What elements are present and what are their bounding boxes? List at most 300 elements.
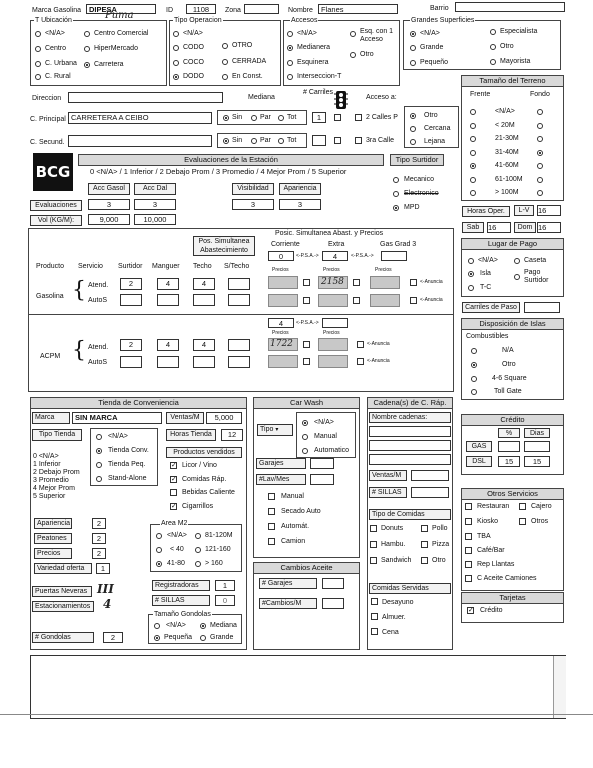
- cadenas-nombre-3[interactable]: [369, 454, 451, 465]
- tienda-marca-field[interactable]: SIN MARCA: [72, 412, 162, 424]
- tienda-peatones-field[interactable]: 2: [92, 533, 106, 544]
- operacion-radio-codo[interactable]: [173, 45, 179, 51]
- ubicacion-radio-hiper[interactable]: [84, 46, 90, 52]
- acpm-precio-2[interactable]: [318, 338, 348, 351]
- otros-label-4: TBA: [477, 533, 491, 540]
- accesos-radio-interseccion[interactable]: [287, 74, 293, 80]
- evaluaciones-button[interactable]: Evaluaciones: [30, 200, 82, 211]
- superficies-opt-esp: Especialista: [500, 28, 538, 35]
- carriles-paso-field[interactable]: [524, 302, 560, 313]
- terreno-frente-radio-2[interactable]: [470, 136, 476, 142]
- area-40-radio[interactable]: [156, 547, 162, 553]
- tipo-tienda-na-radio[interactable]: [96, 434, 102, 440]
- acc-gasol-field[interactable]: 3: [88, 199, 130, 210]
- acceso-label: Acceso a:: [366, 94, 397, 101]
- pago-na-label: <N/A>: [478, 257, 498, 264]
- terreno-option-label-0: <N/A>: [495, 108, 515, 115]
- tienda-sillas-label: # SILLAS: [152, 595, 210, 606]
- accesos-radio-otro[interactable]: [350, 52, 356, 58]
- servidas-check-1[interactable]: [371, 613, 378, 620]
- gas-autos-precio-3[interactable]: [370, 294, 400, 307]
- cadenas-ventas-field[interactable]: [411, 470, 449, 481]
- sab-field[interactable]: 16: [487, 222, 511, 233]
- direccion-label: Direccion: [32, 95, 62, 102]
- operacion-radio-cerrada[interactable]: [222, 59, 228, 65]
- comida-check-4[interactable]: [370, 557, 377, 564]
- acpm-anuncia-label-1: <-Anuncia: [367, 341, 390, 347]
- terreno-option-label-6: > 100M: [495, 189, 519, 196]
- otros-label-7: C Aceite Camiones: [477, 575, 537, 582]
- pago-surtidor-radio[interactable]: [514, 274, 520, 280]
- tienda-scale-5: 5 Superior: [33, 493, 66, 500]
- principal-par-label: Par: [260, 114, 271, 121]
- credito-gas-dias[interactable]: [524, 441, 550, 452]
- secund-par-radio[interactable]: [251, 138, 257, 144]
- gas-autos-precio-1[interactable]: [268, 294, 298, 307]
- col-stecho: S/Techo: [224, 263, 250, 270]
- extra-field[interactable]: 4: [322, 251, 348, 261]
- apariencia-field[interactable]: 3: [279, 199, 321, 210]
- gondolas-na-label: <N/A>: [166, 622, 186, 629]
- dom-field[interactable]: 16: [537, 222, 561, 233]
- ubicacion-radio-centro[interactable]: [35, 46, 41, 52]
- pago-na-radio[interactable]: [468, 258, 474, 264]
- gasolina-manguer-field[interactable]: 4: [157, 278, 179, 290]
- tarjetas-group: [461, 603, 564, 623]
- operacion-radio-const[interactable]: [222, 74, 228, 80]
- col-techo: Techo: [193, 263, 212, 270]
- cadenas-title: Cadena(s) de C. Ráp.: [367, 397, 453, 409]
- carwash-auto-radio[interactable]: [302, 448, 308, 454]
- terreno-option-label-5: 61-100M: [495, 175, 523, 183]
- terreno-fondo-radio-2[interactable]: [537, 136, 543, 142]
- ubicacion-opt-hiper: HiperMercado: [94, 45, 138, 52]
- comments-scrollbar[interactable]: [553, 656, 566, 718]
- producto-label-1: Comidas Ráp.: [182, 475, 227, 483]
- tienda-sillas-field[interactable]: 0: [215, 595, 235, 606]
- barrio-field[interactable]: [455, 2, 565, 12]
- tienda-apariencia-label: Apariencia: [34, 518, 72, 529]
- pago-tc-radio[interactable]: [468, 285, 474, 291]
- ubicacion-radio-carretera[interactable]: [84, 62, 90, 68]
- islas-square-label: 4-6 Square: [492, 375, 527, 382]
- ubicacion-opt-urbana: C. Urbana: [45, 60, 77, 67]
- ubicacion-radio-urbana[interactable]: [35, 61, 41, 67]
- corriente-field[interactable]: 0: [268, 251, 294, 261]
- acpm-autos-label: AutoS: [88, 359, 108, 366]
- acc-gasol-button[interactable]: Acc Gasol: [88, 183, 130, 195]
- principal-sin-radio[interactable]: [223, 115, 229, 121]
- superficies-radio-peq[interactable]: [410, 60, 416, 66]
- registradoras-field[interactable]: 1: [215, 580, 235, 591]
- accesos-opt-otro: Otro: [360, 51, 374, 58]
- horas-tienda-field[interactable]: 12: [221, 429, 243, 441]
- puertas-handwritten: III: [97, 582, 114, 596]
- accesos-title: Accesos: [291, 17, 318, 24]
- comida-label-0: Donuts: [381, 525, 404, 532]
- gasolina-autos-stecho[interactable]: [228, 294, 250, 306]
- cadenas-nombre-label: Nombre cadenas:: [369, 412, 451, 423]
- tienda-scale-1: 1 Inferior: [33, 461, 61, 468]
- traffic-light-icon: [333, 90, 349, 112]
- operacion-opt-otro: OTRO: [232, 42, 253, 49]
- tipo-tienda-label: Tipo Tienda: [32, 429, 82, 441]
- surtidor-title: Tipo Surtidor: [390, 154, 444, 166]
- calles2-label: 2 Calles P: [366, 114, 398, 121]
- acceso-cercana-radio[interactable]: [410, 126, 416, 132]
- carwash-garajes-label: Garajes: [256, 458, 306, 469]
- tipo-tienda-na-label: <N/A>: [108, 433, 128, 440]
- terreno-option-label-3: 31-40M: [495, 148, 519, 156]
- superficies-radio-esp[interactable]: [490, 29, 496, 35]
- islas-square-radio[interactable]: [471, 376, 477, 382]
- tienda-apariencia-field[interactable]: 2: [92, 518, 106, 529]
- apariencia-button[interactable]: Apariencia: [279, 183, 321, 195]
- col-servicio: Servicio: [78, 263, 103, 270]
- otros-check-5[interactable]: [465, 547, 472, 554]
- acpm-psa-field-1[interactable]: 4: [268, 318, 294, 328]
- ubicacion-radio-cc[interactable]: [84, 31, 90, 37]
- area-na-radio[interactable]: [156, 533, 162, 539]
- producto-check-1[interactable]: ✓: [171, 475, 177, 483]
- ubicacion-radio-na[interactable]: [35, 31, 41, 37]
- vol1-field[interactable]: 9,000: [88, 214, 130, 225]
- otros-label-5: Café/Bar: [477, 547, 505, 554]
- servidas-check-0[interactable]: [371, 598, 378, 605]
- carwash-check-3[interactable]: [268, 538, 275, 545]
- evaluaciones-scale: 0 <N/A> / 1 Inferior / 2 Debajo Prom / 3 Promedio / 4 Mejor Prom / 5 Superior: [90, 167, 347, 176]
- direccion-field[interactable]: [68, 92, 223, 103]
- cadenas-nombre-1[interactable]: [369, 426, 451, 437]
- acpm-brace: {: [72, 338, 86, 363]
- area-81-radio[interactable]: [195, 533, 201, 539]
- col-surtidor: Surtidor: [118, 263, 143, 270]
- credito-dsl-pct[interactable]: 15: [498, 456, 520, 467]
- gasolina-surtidor-field[interactable]: 2: [120, 278, 142, 290]
- carriles-paso-button[interactable]: Carriles de Paso: [462, 302, 520, 313]
- terreno-fondo-radio-4[interactable]: [537, 163, 543, 169]
- acpm-autos-check-1[interactable]: [303, 358, 310, 365]
- tienda-title: Tienda de Conveniencia: [30, 397, 247, 409]
- nombre-field[interactable]: Flanes: [318, 4, 398, 14]
- superficies-opt-peq: Pequeño: [420, 59, 449, 66]
- pos-simultanea-button[interactable]: Pos. Simultanea Abastecimiento: [193, 236, 255, 256]
- gondolas-grande-radio[interactable]: [200, 635, 206, 641]
- secund-check[interactable]: [334, 137, 341, 144]
- gasolina-stecho-field[interactable]: [228, 278, 250, 290]
- comida-check-1[interactable]: [421, 525, 428, 532]
- secund-tot-radio[interactable]: [278, 138, 284, 144]
- tienda-scale-2: 2 Debajo Prom: [33, 469, 80, 476]
- gondolas-pequena-radio[interactable]: [154, 635, 160, 641]
- acceso-otro-radio[interactable]: [410, 113, 416, 119]
- gasolina-autos-techo[interactable]: [193, 294, 215, 306]
- gas-anuncia-check-3[interactable]: [410, 279, 417, 286]
- acpm-autos-surt[interactable]: [120, 356, 142, 368]
- gas-precios-1: Precios: [272, 267, 289, 273]
- gasolina-techo-field[interactable]: 4: [193, 278, 215, 290]
- tienda-ventas-field[interactable]: 5,000: [206, 412, 242, 424]
- vol-button[interactable]: Vol (KG/M):: [30, 215, 82, 226]
- terreno-fondo-radio-1[interactable]: [537, 123, 543, 129]
- superficies-radio-mayorista[interactable]: [490, 59, 496, 65]
- operacion-title: Tipo Operacion: [174, 17, 222, 24]
- terreno-frente-label: Frente: [470, 91, 491, 98]
- comida-check-2[interactable]: [370, 541, 377, 548]
- otros-check-6[interactable]: [465, 561, 472, 568]
- acc-dal-field[interactable]: 3: [134, 199, 176, 210]
- carwash-check-2[interactable]: [268, 523, 275, 530]
- producto-check-3[interactable]: ✓: [171, 502, 177, 510]
- superficies-opt-mayorista: Mayorista: [500, 58, 531, 65]
- acpm-anuncia-check-2[interactable]: [357, 341, 364, 348]
- area-4180-label: 41-80: [167, 560, 185, 567]
- principal-check[interactable]: [334, 114, 341, 121]
- carwash-garajes-field[interactable]: [310, 458, 334, 469]
- acpm-surtidor-field[interactable]: 2: [120, 339, 142, 351]
- comida-check-0[interactable]: [370, 525, 377, 532]
- carwash-lav-label: #Lav/Mes: [256, 474, 306, 485]
- tipo-tienda-peq-radio[interactable]: [96, 462, 102, 468]
- n-gondolas-label: # Gondolas: [32, 632, 94, 643]
- carwash-lav-field[interactable]: [310, 474, 334, 485]
- area-121-label: 121-160: [205, 546, 231, 553]
- acpm-autos-stecho[interactable]: [228, 356, 250, 368]
- gondolas-na-radio[interactable]: [154, 623, 160, 629]
- tarjetas-credito-check[interactable]: ✓: [468, 607, 474, 614]
- area-4180-radio[interactable]: [156, 561, 162, 567]
- terreno-frente-radio-6[interactable]: [470, 190, 476, 196]
- vol2-field[interactable]: 10,000: [134, 214, 176, 225]
- aceite-garajes-field[interactable]: [322, 578, 344, 589]
- n-gondolas-field[interactable]: 2: [103, 632, 123, 643]
- carwash-tipo-label: Tipo: [260, 426, 274, 433]
- acceso-otro-label: Otro: [424, 112, 438, 119]
- carwash-manual-radio[interactable]: [302, 434, 308, 440]
- id-field[interactable]: 1108: [186, 4, 216, 14]
- pago-isla-radio[interactable]: [468, 271, 474, 277]
- acc-dal-button[interactable]: Acc Dal: [134, 183, 176, 195]
- acpm-anuncia-check-1[interactable]: [303, 341, 310, 348]
- acceso-lejana-radio[interactable]: [410, 139, 416, 145]
- carwash-manual-label: Manual: [314, 433, 337, 440]
- calle3-check[interactable]: [355, 137, 362, 144]
- visibilidad-button[interactable]: Visibilidad: [232, 183, 274, 195]
- credito-dsl-dias[interactable]: 15: [524, 456, 550, 467]
- pago-tc-label: T-C: [480, 284, 492, 291]
- credito-gas-pct[interactable]: [498, 441, 520, 452]
- operacion-radio-otro[interactable]: [222, 43, 228, 49]
- islas-toll-radio[interactable]: [471, 389, 477, 395]
- islas-otro-radio[interactable]: [471, 362, 477, 368]
- accesos-radio-esq[interactable]: [350, 31, 356, 37]
- gasolina-autos-surt[interactable]: [120, 294, 142, 306]
- terreno-option-label-1: < 20M: [495, 121, 515, 129]
- calles2-check[interactable]: [355, 114, 362, 121]
- gondolas-mediana-radio[interactable]: [200, 623, 206, 629]
- principal-field[interactable]: CARRETERA A CEIBO: [68, 112, 212, 124]
- area-160-radio[interactable]: [195, 561, 201, 567]
- pago-surtidor-label: Pago Surtidor: [524, 269, 549, 284]
- carwash-title: Car Wash: [253, 397, 360, 409]
- surtidor-electronico-radio[interactable]: [393, 191, 399, 197]
- tienda-peatones-label: Peatones: [34, 533, 72, 544]
- visibilidad-field[interactable]: 3: [232, 199, 274, 210]
- acpm-techo-field[interactable]: 4: [193, 339, 215, 351]
- acpm-autos-check-2[interactable]: [357, 358, 364, 365]
- gas-precio-corriente[interactable]: [268, 276, 298, 289]
- accesos-radio-esquinera[interactable]: [287, 60, 293, 66]
- otros-title: Otros Servicios: [461, 488, 564, 500]
- terreno-frente-radio-3[interactable]: [470, 150, 476, 156]
- acpm-autos-precio-2[interactable]: [318, 355, 348, 368]
- lv-field[interactable]: 16: [537, 205, 561, 216]
- surtidor-mecanico-label: Mecanico: [404, 176, 434, 183]
- terreno-group: [461, 86, 564, 201]
- secund-field[interactable]: [68, 135, 212, 147]
- terreno-fondo-radio-5[interactable]: [537, 177, 543, 183]
- accesos-radio-medianera[interactable]: [287, 45, 293, 51]
- tienda-precios-field[interactable]: 2: [92, 548, 106, 559]
- islas-title: Disposición de Islas: [461, 318, 564, 330]
- principal-carriles-field[interactable]: 1: [312, 112, 326, 123]
- producto-check-2[interactable]: [170, 489, 177, 496]
- producto-check-0[interactable]: ✓: [171, 462, 177, 469]
- acpm-autos-mang[interactable]: [157, 356, 179, 368]
- islas-na-label: N/A: [502, 347, 514, 354]
- otros-check-1[interactable]: [519, 503, 526, 510]
- acceso-lejana-label: Lejana: [424, 138, 446, 145]
- gas-autos-precio-2[interactable]: [318, 294, 348, 307]
- superficies-title: Grandes Superficies: [411, 17, 475, 24]
- cadenas-nombre-2[interactable]: [369, 440, 451, 451]
- gas-precio-gasgrad[interactable]: [370, 276, 400, 289]
- gas-grad-label: Gas Grad 3: [380, 241, 417, 248]
- acpm-autos-techo[interactable]: [193, 356, 215, 368]
- principal-tot-radio[interactable]: [278, 115, 284, 121]
- producto-label-0: Licor / Vino: [182, 462, 217, 469]
- operacion-radio-na[interactable]: [173, 31, 179, 37]
- evaluaciones-title: Evaluaciones de la Estación: [78, 154, 384, 166]
- accesos-opt-medianera: Medianera: [297, 44, 331, 51]
- pago-isla-label: Isla: [480, 270, 491, 277]
- acpm-label: ACPM: [40, 353, 61, 360]
- surtidor-mpd-radio[interactable]: [393, 205, 399, 211]
- otros-check-7[interactable]: [465, 575, 472, 582]
- carwash-auto-label: Automatico: [314, 447, 350, 454]
- gas-anuncia-check-1[interactable]: [303, 279, 310, 286]
- tipo-tienda-conv-radio[interactable]: [96, 448, 102, 454]
- comida-label-4: Sandwich: [381, 557, 412, 564]
- secund-sin-label: Sin: [232, 137, 243, 144]
- secund-carriles-field[interactable]: [312, 135, 326, 146]
- otros-check-2[interactable]: [465, 518, 472, 525]
- area-121-radio[interactable]: [195, 547, 201, 553]
- secund-sin-radio[interactable]: [223, 138, 229, 144]
- mediana-label: Mediana: [248, 94, 275, 101]
- carwash-tipo-dropdown[interactable]: [257, 424, 293, 436]
- tienda-variedad-field[interactable]: 1: [96, 563, 110, 574]
- terreno-fondo-radio-6[interactable]: [537, 190, 543, 196]
- operacion-radio-coco[interactable]: [173, 60, 179, 66]
- posic-label: Posic. Simultanea Abast. y Precios: [275, 230, 384, 237]
- otros-check-0[interactable]: [465, 503, 472, 510]
- acpm-autos-precio-1[interactable]: [268, 355, 298, 368]
- gas-autos-check-2[interactable]: [353, 297, 360, 304]
- cadenas-sillas-field[interactable]: [411, 487, 449, 498]
- gondolas-title: Tamaño Gondolas: [154, 611, 211, 618]
- otros-check-3[interactable]: [519, 518, 526, 525]
- accesos-radio-na[interactable]: [287, 31, 293, 37]
- superficies-radio-otro[interactable]: [490, 44, 496, 50]
- operacion-radio-dodo[interactable]: [173, 74, 179, 80]
- pago-caseta-radio[interactable]: [514, 258, 520, 264]
- islas-na-radio[interactable]: [471, 348, 477, 354]
- chevron-down-icon: ▾: [275, 427, 279, 433]
- carwash-na-radio[interactable]: [302, 420, 308, 426]
- barrio-label: Barrio: [430, 5, 449, 12]
- tipo-tienda-stand-radio[interactable]: [96, 476, 102, 482]
- terreno-fondo-radio-3[interactable]: [537, 150, 543, 156]
- superficies-radio-grande[interactable]: [410, 45, 416, 51]
- ubicacion-opt-carretera: Carretera: [94, 61, 124, 68]
- comida-check-3[interactable]: [421, 541, 428, 548]
- acpm-psa-field-2[interactable]: [322, 318, 348, 328]
- comments-area[interactable]: [30, 655, 566, 719]
- terreno-frente-radio-4[interactable]: [470, 163, 476, 169]
- zona-field[interactable]: [244, 4, 279, 14]
- acpm-manguer-field[interactable]: 4: [157, 339, 179, 351]
- terreno-frente-radio-5[interactable]: [470, 177, 476, 183]
- horas-button[interactable]: Horas Oper.: [462, 206, 510, 217]
- page-bottom-line: [0, 714, 593, 715]
- producto-label-2: Bebidas Caliente: [182, 489, 235, 496]
- superficies-radio-na[interactable]: [410, 31, 416, 37]
- comida-label-2: Hambu.: [381, 541, 406, 548]
- secund-tot-label: Tot: [287, 137, 297, 144]
- pago-title: Lugar de Pago: [461, 238, 564, 250]
- area-81-label: 81-120M: [205, 532, 233, 539]
- ubicacion-radio-rural[interactable]: [35, 74, 41, 80]
- principal-tot-label: Tot: [287, 114, 297, 121]
- carwash-check-0[interactable]: [268, 493, 275, 500]
- tienda-marca-label: Marca: [32, 412, 70, 424]
- carwash-check-1[interactable]: [268, 508, 275, 515]
- otros-check-4[interactable]: [465, 533, 472, 540]
- aceite-garajes-label: # Garajes: [259, 578, 317, 589]
- terreno-frente-radio-0[interactable]: [470, 109, 476, 115]
- gas-autos-check-3[interactable]: [410, 297, 417, 304]
- servidas-check-2[interactable]: [371, 628, 378, 635]
- accesos-opt-interseccion: Interseccion-T: [297, 73, 342, 80]
- gas-anuncia-check-2[interactable]: [353, 279, 360, 286]
- gasolina-autos-mang[interactable]: [157, 294, 179, 306]
- surtidor-mecanico-radio[interactable]: [393, 177, 399, 183]
- gasgrad-field[interactable]: [381, 251, 407, 261]
- terreno-frente-radio-1[interactable]: [470, 123, 476, 129]
- aceite-cambios-field[interactable]: [322, 598, 344, 609]
- comida-check-5[interactable]: [421, 557, 428, 564]
- gas-autos-check-1[interactable]: [303, 297, 310, 304]
- marca-field[interactable]: DIPESA: [86, 4, 156, 14]
- islas-otro-label: Otro: [502, 361, 516, 368]
- principal-par-radio[interactable]: [251, 115, 257, 121]
- terreno-option-label-4: 41-60M: [495, 162, 519, 169]
- terreno-fondo-radio-0[interactable]: [537, 109, 543, 115]
- tarjetas-credito-label: Crédito: [480, 607, 503, 614]
- acpm-stecho-field[interactable]: [228, 339, 250, 351]
- ubicacion-opt-rural: C. Rural: [45, 73, 71, 80]
